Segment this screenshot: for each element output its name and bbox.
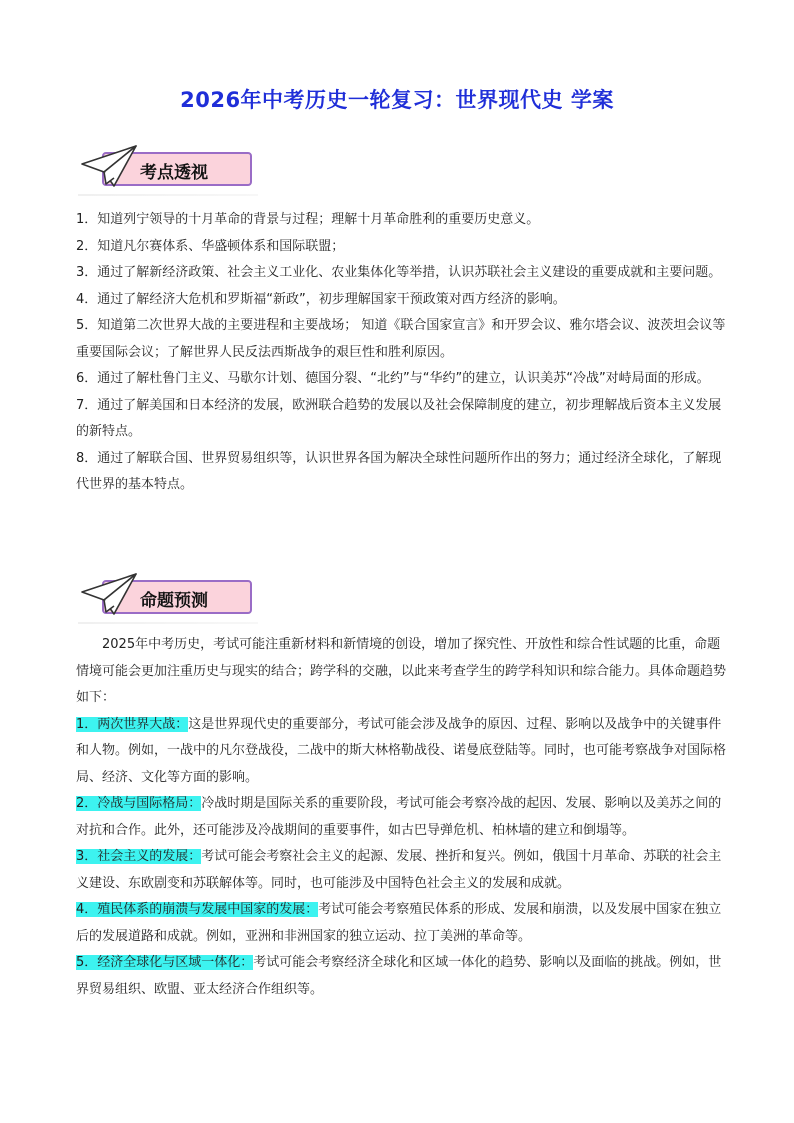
trend-text: 这是世界现代史的重要部分，考试可能会涉及战争的原因、过程、影响以及战争中的关键事件和人物。例如，一战中的凡尔登战役，二战中的斯大林格勒战役、诺曼底登陆等。同时，也可能考察战争对国际格局、经济、文化等方面的影响。 [76,716,727,785]
list-item: 4．通过了解经济大危机和罗斯福“新政”，初步理解国家干预政策对西方经济的影响。 [76,291,566,307]
page-title: 2026年中考历史一轮复习：世界现代史 学案 [180,88,614,112]
objectives-list [76,207,728,499]
section-banner-mingti [78,576,258,624]
trend-item [76,844,728,897]
trend-label: 2．冷战与国际格局： [76,796,202,811]
list-item: 5．知道第二次世界大战的主要进程和主要战场； 知道《联合国家宣言》和开罗会议、雅尔塔会议、波茨坦会议等重要国际会议；了解世界人民反法西斯战争的艰巨性和胜利原因。 [76,318,726,360]
trend-label: 1．两次世界大战： [76,716,189,732]
banner-underline [78,622,258,624]
list-item: 2．知道凡尔赛体系、华盛顿体系和国际联盟； [76,238,345,254]
prediction-content [76,632,728,1003]
list-item: 3．通过了解新经济政策、社会主义工业化、农业集体化等举措，认识苏联社会主义建设的重要成就和主要问题。 [76,265,722,280]
section-heading: 命题预测 [140,591,208,611]
trend-text: 考试可能会考察殖民体系的形成、发展和崩溃，以及发展中国家在独立后的发展道路和成就。例如，亚洲和非洲国家的独立运动、拉丁美洲的革命等。 [76,902,722,944]
list-item: 6．通过了解杜鲁门主义、马歇尔计划、德国分裂、“北约”与“华约”的建立，认识美苏“冷战”对峙局面的形成。 [76,371,710,386]
trend-item [76,950,728,1003]
trend-item [76,791,728,844]
trend-label: 3．社会主义的发展： [76,849,202,864]
paper-plane-icon [78,142,142,192]
list-item: 8．通过了解联合国、世界贸易组织等，认识世界各国为解决全球性问题所作出的努力；通过经济全球化，了解现代世界的基本特点。 [76,450,722,492]
trend-item [76,712,728,792]
trend-text: 考试可能会考察社会主义的起源、发展、挫折和复兴。例如，俄国十月革命、苏联的社会主义建设、东欧剧变和苏联解体等。同时，也可能涉及中国特色社会主义的发展和成就。 [76,849,722,891]
banner-underline [78,194,258,196]
list-item: 1．知道列宁领导的十月革命的背景与过程；理解十月革命胜利的重要历史意义。 [76,212,540,227]
section-banner-kaodian [78,148,258,196]
section-heading: 考点透视 [140,163,208,183]
trend-text: 冷战时期是国际关系的重要阶段，考试可能会考察冷战的起因、发展、影响以及美苏之间的对抗和合作。此外，还可能涉及冷战期间的重要事件，如古巴导弹危机、柏林墙的建立和倒塌等。 [76,796,722,838]
intro-paragraph: 2025年中考历史，考试可能注重新材料和新情境的创设，增加了探究性、开放性和综合性试题的比重，命题情境可能会更加注重历史与现实的结合；跨学科的交融，以此来考查学生的跨学科知识和综合能力。具体命题趋势如下： [76,637,727,705]
paper-plane-icon [78,570,142,620]
trend-text: 考试可能会考察经济全球化和区域一体化的趋势、影响以及面临的挑战。例如，世界贸易组织、欧盟、亚太经济合作组织等。 [76,955,722,997]
trend-label: 4．殖民体系的崩溃与发展中国家的发展： [76,902,319,917]
trend-item [76,897,728,950]
list-item: 7．通过了解美国和日本经济的发展，欧洲联合趋势的发展以及社会保障制度的建立，初步理解战后资本主义发展的新特点。 [76,397,722,439]
trend-label: 5．经济全球化与区域一体化： [76,955,254,970]
